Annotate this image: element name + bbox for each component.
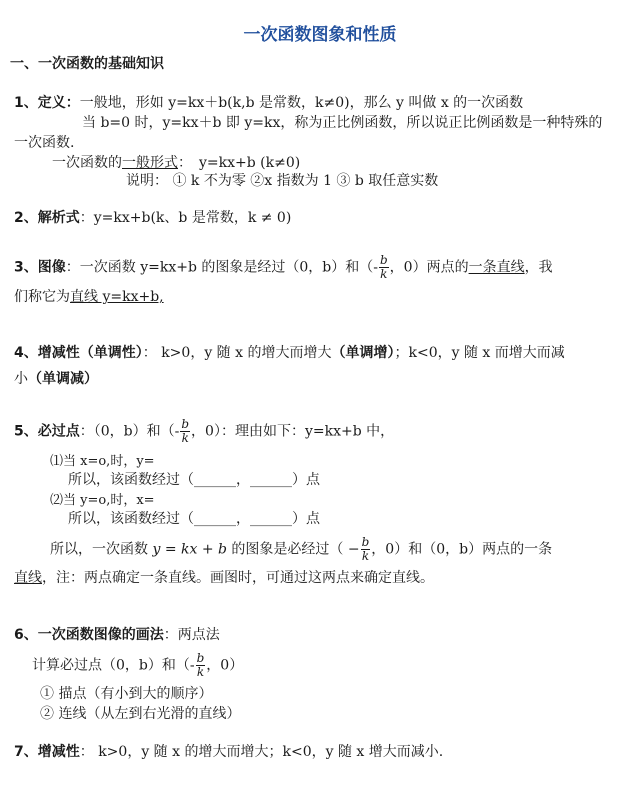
conclusion-line-2 — [14, 567, 434, 587]
graph-text-3: ，我 — [524, 259, 553, 276]
fixed-points-heading: 必过点 — [37, 423, 80, 440]
definition-text: 一般地，形如 y=kx＋b(k,b 是常数，k≠0)，那么 y 叫做 x 的一次函数 — [79, 95, 524, 111]
decreasing-label: （单调减） — [28, 371, 98, 387]
definition-line-1 — [14, 92, 523, 112]
compute-points-text-1: 计算必过点（0，b）和（- — [32, 657, 195, 674]
general-form-prefix: 一次函数的 — [52, 155, 122, 171]
graph-text-2: ，0）两点的 — [389, 259, 469, 276]
monotonicity-heading: 增减性（单调性） — [37, 345, 143, 361]
equation: y = kx + b — [152, 541, 227, 558]
item-number: 3、 — [14, 259, 38, 276]
case-1-condition: ⑴当 x=o,时，y= — [50, 454, 155, 469]
item-number: 2、 — [14, 210, 38, 226]
monotonicity-line-1 — [14, 342, 565, 362]
conclusion-note: ，注：两点确定一条直线。画图时，可通过这两点来确定直线。 — [42, 570, 434, 586]
fixed-points-text-2: ，0）：理由如下：y=kx+b 中， — [191, 423, 395, 440]
drawing-method-heading: 一次函数图像的画法 — [37, 627, 164, 643]
graph-line-2 — [14, 286, 164, 306]
monotonicity-line-2 — [14, 368, 98, 388]
graph-text-4: 们称它为 — [14, 289, 70, 305]
general-form-formula: ： y=kx+b (k≠0) — [178, 155, 301, 171]
definition-heading: 定义： — [37, 95, 80, 111]
drawing-method-tail: ：两点法 — [163, 627, 220, 643]
monotonicity-text-2: ；k<0，y 随 x 而增大而减 — [394, 345, 565, 361]
item-number: 6、 — [14, 627, 38, 643]
general-form-line — [52, 152, 300, 172]
item-number: 7、 — [14, 744, 38, 760]
monotonicity-summary-heading: 增减性 — [37, 744, 80, 760]
straight-line-term: 一条直线 — [468, 259, 525, 276]
increasing-label: （单调增） — [331, 345, 395, 361]
fraction-b-over-k: $\frac{b}{k}$ — [361, 535, 370, 563]
case-1-conclusion: 所以，该函数经过（______，______）点 — [68, 472, 320, 488]
drawing-method-line — [14, 624, 220, 644]
analytic-heading: 解析式 — [37, 210, 80, 226]
graph-heading: 图像 — [37, 259, 66, 276]
fraction-b-over-k: $\frac{b}{k}$ — [196, 651, 205, 679]
general-form-term: 一般形式 — [122, 155, 178, 171]
compute-points-text-2: ，0） — [206, 657, 244, 674]
conclusion-line-1 — [50, 536, 552, 563]
definition-line-2: 当 b=0 时，y=kx＋b 即 y=kx，称为正比例函数，所以说正比例函数是一种特殊的 — [82, 115, 603, 131]
definition-line-3: 一次函数. — [14, 135, 75, 151]
case-2-condition: ⑵当 y=o,时，x= — [50, 493, 155, 508]
conclusion-text-3: ，0）和（0，b）两点的一条 — [371, 541, 553, 558]
item-number: 4、 — [14, 345, 38, 361]
item-number: 1、 — [14, 95, 38, 111]
monotonicity-text-1: ： k>0，y 随 x 的增大而增大 — [142, 345, 332, 361]
line-name: 直线 y=kx+b, — [70, 289, 164, 305]
fraction-b-over-k: $\frac{b}{k}$ — [379, 253, 388, 281]
graph-line-1 — [14, 254, 553, 281]
explanation-line: 说明： ① k 不为零 ②x 指数为 1 ③ b 取任意实数 — [126, 173, 439, 189]
step-connect-line: ② 连线（从左到右光滑的直线） — [40, 706, 241, 722]
analytic-expression-line — [14, 207, 291, 227]
straight-line-term: 直线 — [14, 570, 42, 586]
page-title: 一次函数图象和性质 — [243, 25, 397, 45]
monotonicity-summary-line — [14, 741, 443, 761]
conclusion-text-1: 所以，一次函数 — [50, 541, 153, 558]
fraction-b-over-k: $\frac{b}{k}$ — [181, 417, 190, 445]
compute-points-line — [32, 652, 243, 679]
graph-text-1: ：一次函数 y=kx+b 的图象是经过（0，b）和（- — [65, 259, 378, 276]
section-heading: 一、一次函数的基础知识 — [10, 56, 164, 72]
fixed-points-line — [14, 418, 394, 445]
analytic-text: ：y=kx+b(k、b 是常数，k ≠ 0) — [79, 210, 292, 226]
fixed-points-text-1: ：（0，b）和（- — [79, 423, 180, 440]
monotonicity-text-3: 小 — [14, 371, 28, 387]
step-plot-points: ① 描点（有小到大的顺序） — [40, 686, 213, 702]
conclusion-text-2: 的图象是必经过（ − — [226, 541, 360, 558]
item-number: 5、 — [14, 423, 38, 440]
monotonicity-summary-text: ： k>0，y 随 x 的增大而增大；k<0，y 随 x 增大而减小. — [79, 744, 444, 760]
case-2-conclusion: 所以，该函数经过（______，______）点 — [68, 511, 320, 527]
